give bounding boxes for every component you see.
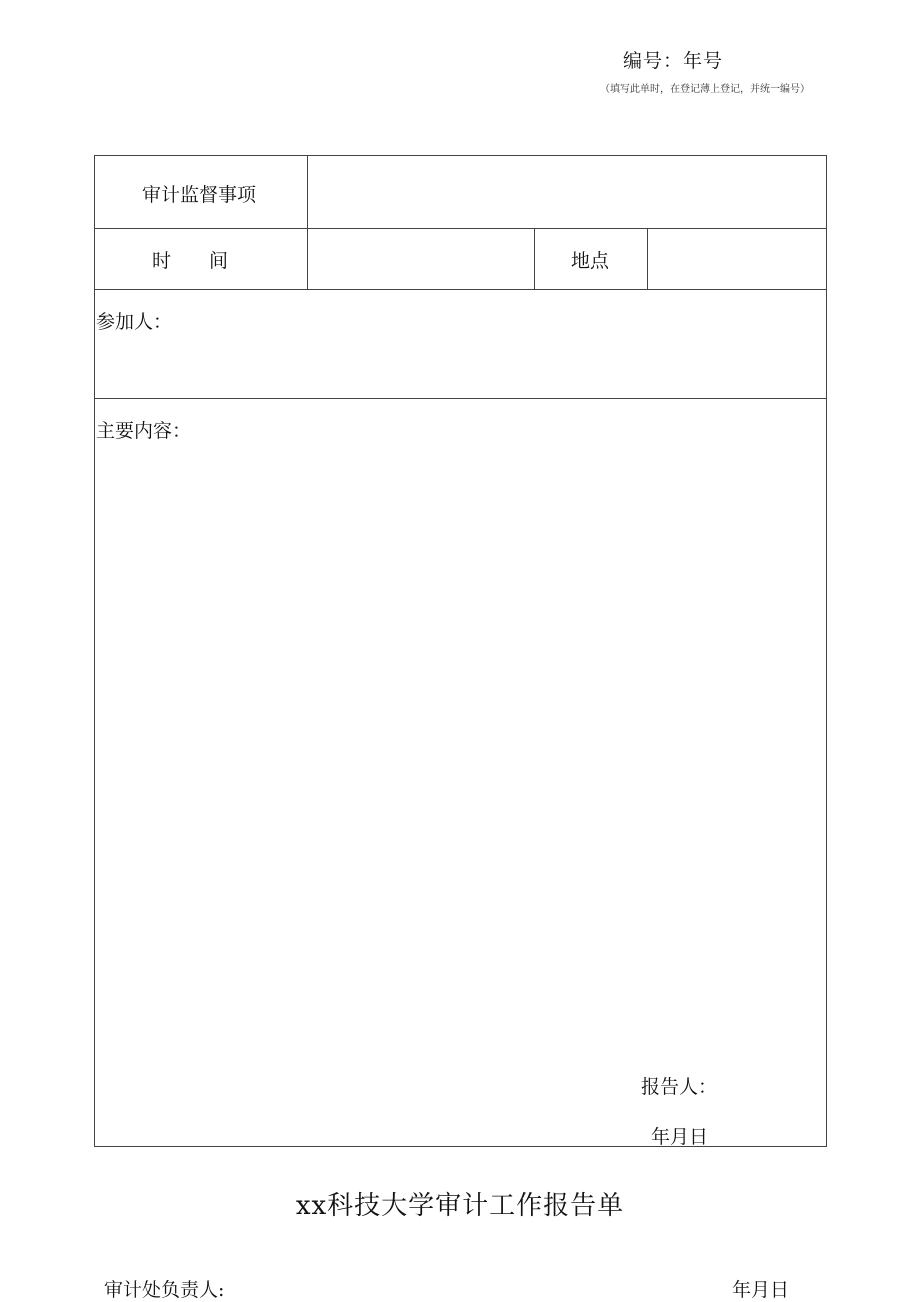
report-date-label: 年月日 — [651, 1126, 709, 1148]
participants-label: 参加人： — [96, 311, 173, 333]
audit-item-field[interactable] — [308, 156, 827, 228]
audit-item-label: 审计监督事项 — [142, 184, 257, 206]
time-label: 时 间 — [152, 250, 229, 272]
main-content-label: 主要内容： — [96, 420, 192, 442]
reporter-label: 报告人： — [641, 1076, 718, 1098]
time-field[interactable] — [308, 229, 534, 289]
row-divider — [95, 398, 826, 399]
document-title: xx科技大学审计工作报告单 — [295, 1191, 625, 1221]
participants-field[interactable] — [95, 290, 827, 398]
location-field[interactable] — [648, 229, 827, 289]
serial-number-label: 编号：年号 — [623, 50, 724, 72]
footer-date-label: 年月日 — [732, 1279, 790, 1301]
location-label: 地点 — [571, 250, 610, 272]
column-divider — [534, 228, 535, 289]
audit-office-head-label: 审计处负责人: — [104, 1279, 225, 1301]
serial-number-note: （填写此单时，在登记薄上登记，并统一编号） — [600, 84, 810, 95]
main-content-field[interactable] — [95, 446, 827, 1046]
report-form-table — [94, 155, 827, 1147]
